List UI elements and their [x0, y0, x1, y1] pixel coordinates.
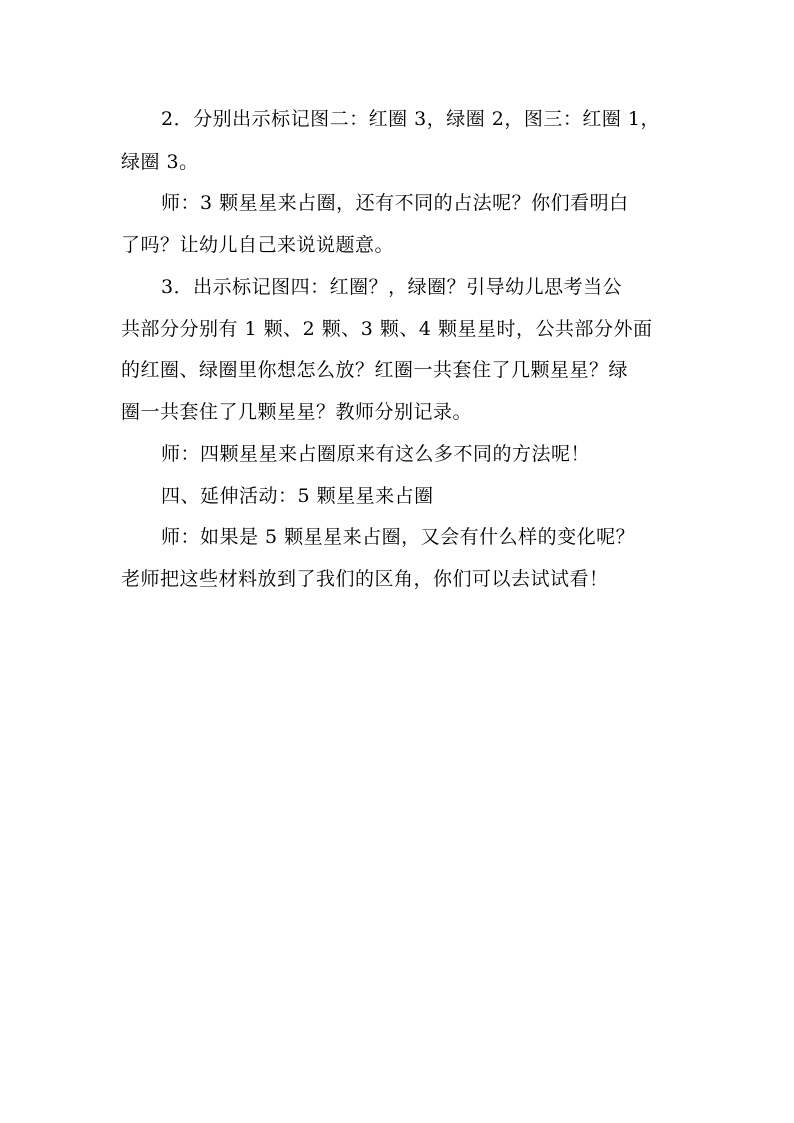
- text-line: 3．出示标记图四：红圈？，绿圈？引导幼儿思考当公: [161, 276, 623, 298]
- text-line: 2．分别出示标记图二：红圈 3，绿圈 2，图三：红圈 1，: [161, 108, 660, 130]
- text-line: 老师把这些材料放到了我们的区角，你们可以去试试看！: [121, 568, 609, 590]
- text-line: 圈一共套住了几颗星星？教师分别记录。: [121, 401, 473, 423]
- text-line: 师：如果是 5 颗星星来占圈，又会有什么样的变化呢？: [161, 526, 636, 548]
- text-line: 了吗？让幼儿自己来说说题意。: [121, 234, 395, 256]
- text-line: 师：3 颗星星来占圈，还有不同的占法呢？你们看明白: [161, 192, 629, 214]
- text-line: 四、延伸活动：5 颗星星来占圈: [161, 485, 434, 507]
- text-line: 共部分分别有 1 颗、2 颗、3 颗、4 颗星星时，公共部分外面: [121, 318, 653, 340]
- text-line: 的红圈、绿圈里你想怎么放？红圈一共套住了几颗星星？绿: [121, 359, 629, 381]
- text-line: 绿圈 3。: [121, 151, 199, 173]
- text-line: 师：四颗星星来占圈原来有这么多不同的方法呢！: [161, 443, 591, 465]
